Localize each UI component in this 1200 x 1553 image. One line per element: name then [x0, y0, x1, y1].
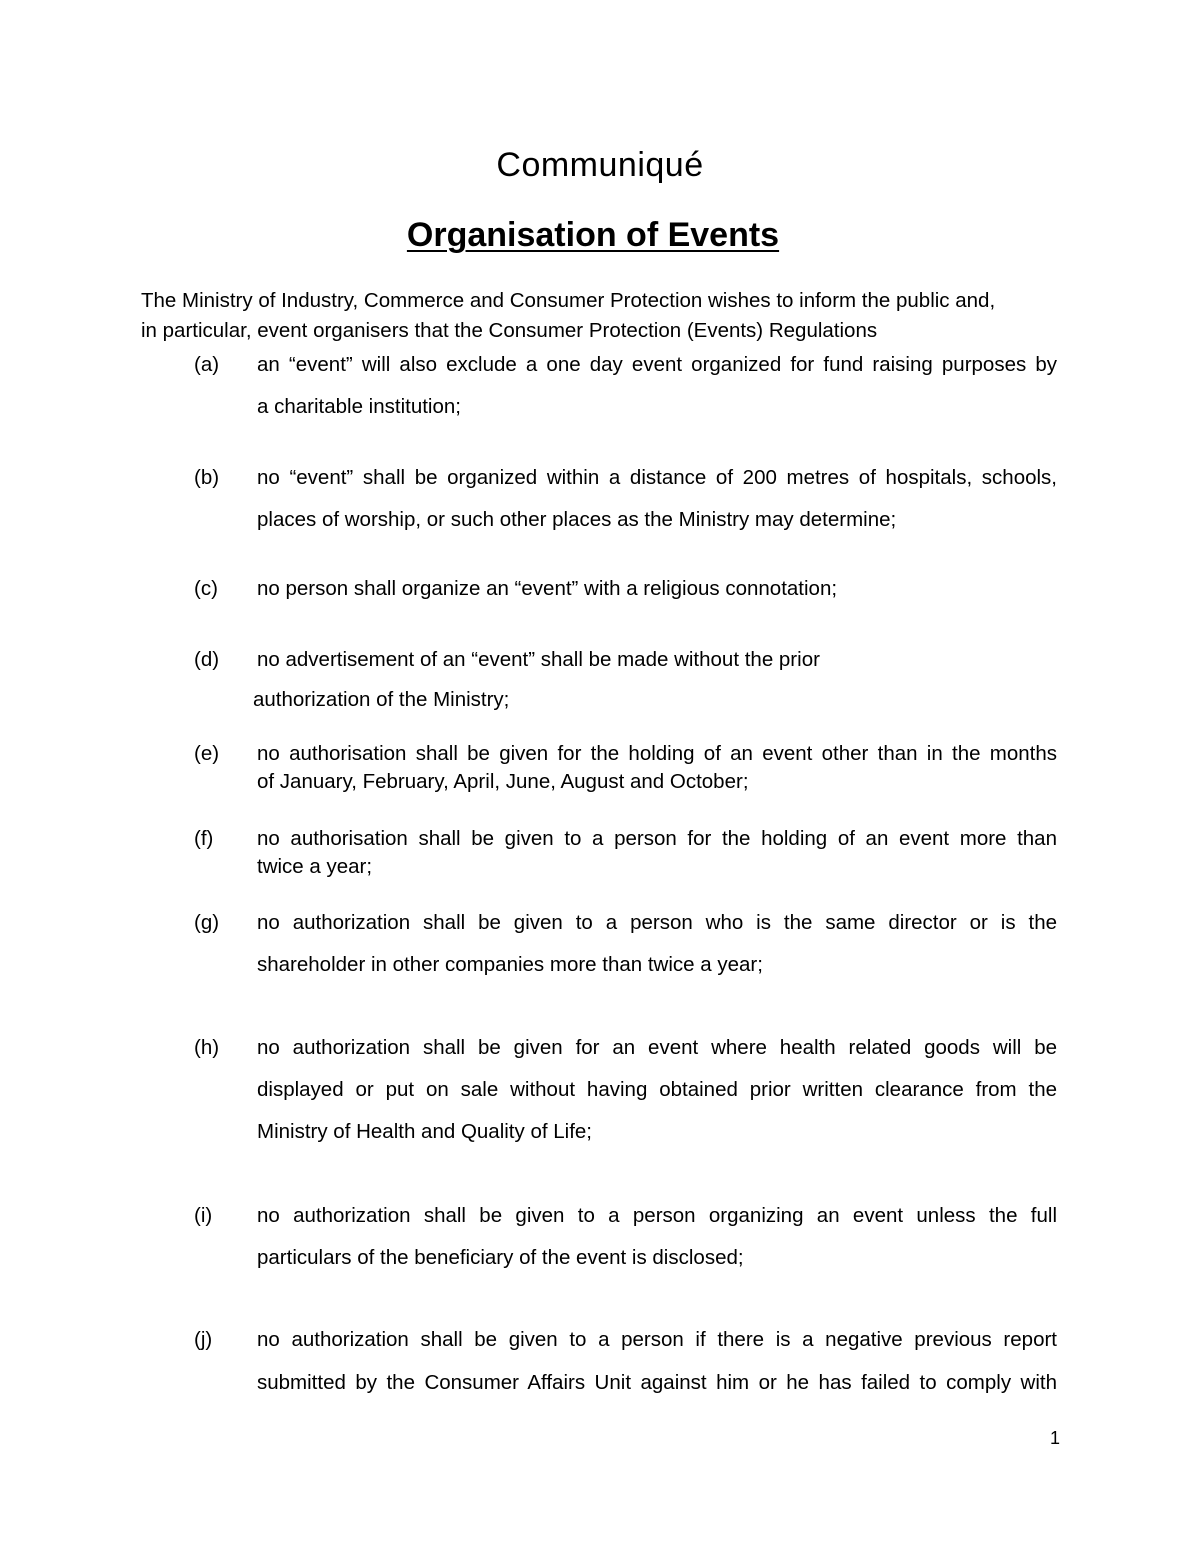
item-label-a: (a): [194, 353, 220, 376]
item-line: twice a year;: [257, 855, 373, 878]
item-line: no authorization shall be given to a person who is the same director or is the: [257, 911, 1057, 934]
item-line: places of worship, or such other places as the Ministry may determine;: [257, 508, 897, 531]
intro-paragraph: [141, 286, 1061, 346]
item-line: authorization of the Ministry;: [253, 688, 510, 711]
item-line: shareholder in other companies more than twice a year;: [257, 953, 763, 976]
intro-line: in particular, event organisers that the Consumer Protection (Events) Regulations: [141, 319, 878, 342]
item-label-e: (e): [194, 742, 220, 765]
item-line: of January, February, April, June, August and October;: [257, 770, 749, 793]
item-line: submitted by the Consumer Affairs Unit against him or he has failed to comply with: [257, 1371, 1057, 1394]
item-label-c: (c): [194, 577, 218, 600]
item-label-j: (j): [194, 1328, 213, 1351]
item-line: no authorisation shall be given to a person for the holding of an event more than: [257, 827, 1057, 850]
item-line: particulars of the beneficiary of the event is disclosed;: [257, 1246, 744, 1269]
item-line: a charitable institution;: [257, 395, 461, 418]
page-number: 1: [1049, 1428, 1060, 1448]
item-line: no authorization shall be given to a person if there is a negative previous report: [257, 1328, 1057, 1351]
item-line: Ministry of Health and Quality of Life;: [257, 1120, 592, 1143]
intro-line: The Ministry of Industry, Commerce and Consumer Protection wishes to inform the public and,: [141, 289, 996, 312]
document-title: Communiqué: [496, 146, 704, 184]
item-label-g: (g): [194, 911, 220, 934]
item-label-h: (h): [194, 1036, 220, 1059]
item-label-f: (f): [194, 827, 214, 850]
item-label-d: (d): [194, 648, 220, 671]
item-line: displayed or put on sale without having obtained prior written clearance from the: [257, 1078, 1057, 1101]
document-subtitle: Organisation of Events: [406, 216, 780, 254]
item-line: no authorization shall be given to a person organizing an event unless the full: [257, 1204, 1057, 1227]
item-line: no authorisation shall be given for the holding of an event other than in the months: [257, 742, 1057, 765]
item-line: no authorization shall be given for an event where health related goods will be: [257, 1036, 1057, 1059]
item-line: no “event” shall be organized within a distance of 200 metres of hospitals, schools,: [257, 466, 1057, 489]
item-line: no advertisement of an “event” shall be made without the prior: [257, 648, 820, 671]
item-label-b: (b): [194, 466, 220, 489]
item-label-i: (i): [194, 1204, 213, 1227]
item-line: no person shall organize an “event” with a religious connotation;: [257, 577, 838, 600]
item-line: an “event” will also exclude a one day event organized for fund raising purposes by: [257, 353, 1057, 376]
